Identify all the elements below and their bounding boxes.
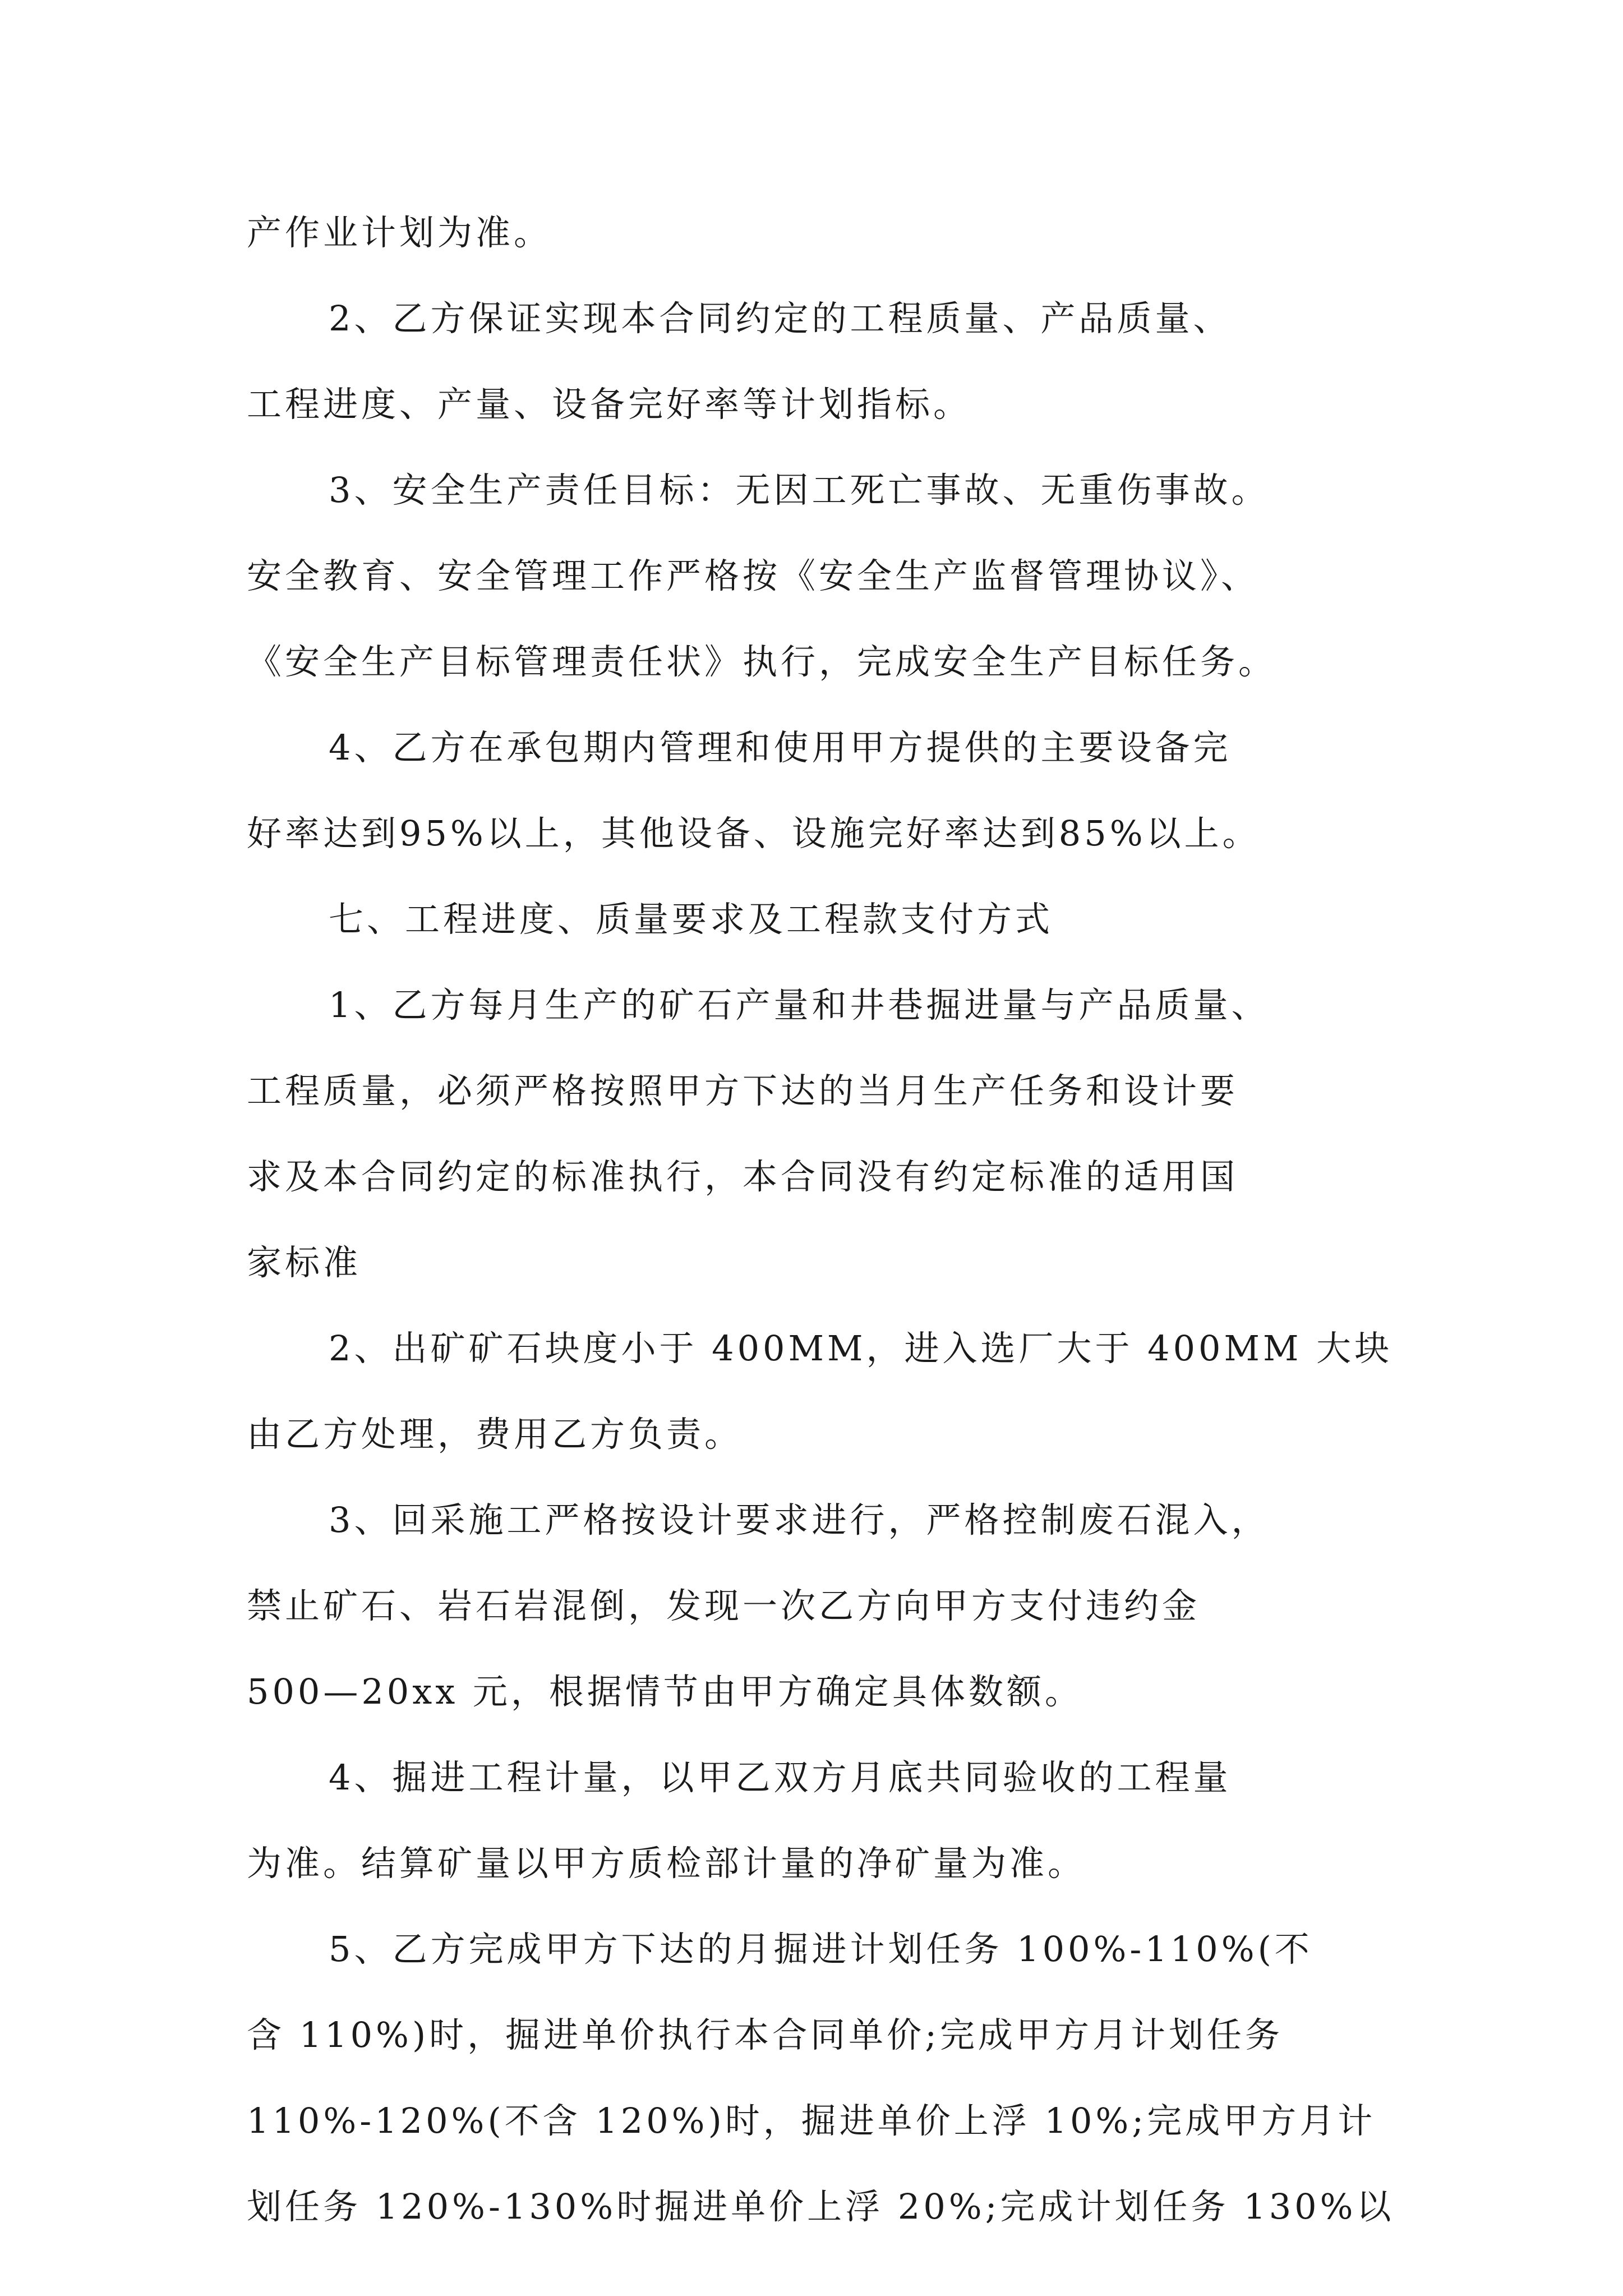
text-line-13: 家标准	[247, 1242, 362, 1283]
text-line-22: 含 110%)时，掘进单价执行本合同单价;完成甲方月计划任务	[247, 2014, 1284, 2055]
text-line-5: 安全教育、安全管理工作严格按《安全生产监督管理协议》、	[247, 555, 1260, 596]
text-line-3: 工程进度、产量、设备完好率等计划指标。	[247, 384, 972, 425]
text-line-16: 3、回采施工严格按设计要求进行，严格控制废石混入，	[329, 1499, 1270, 1540]
text-line-12: 求及本合同约定的标准执行，本合同没有约定标准的适用国	[247, 1156, 1239, 1197]
text-line-8: 好率达到95%以上，其他设备、设施完好率达到85%以上。	[247, 813, 1261, 854]
text-line-19: 4、掘进工程计量，以甲乙双方月底共同验收的工程量	[329, 1757, 1232, 1798]
text-line-7: 4、乙方在承包期内管理和使用甲方提供的主要设备完	[329, 727, 1232, 768]
text-line-10: 1、乙方每月生产的矿石产量和井巷掘进量与产品质量、	[329, 984, 1270, 1025]
text-line-20: 为准。结算矿量以甲方质检部计量的净矿量为准。	[247, 1843, 1086, 1884]
text-line-4: 3、安全生产责任目标：无因工死亡事故、无重伤事故。	[329, 470, 1270, 510]
text-line-15: 由乙方处理，费用乙方负责。	[247, 1414, 743, 1455]
section-heading-seven: 七、工程进度、质量要求及工程款支付方式	[329, 899, 1054, 940]
text-line-21: 5、乙方完成甲方下达的月掘进计划任务 100%-110%(不	[329, 1929, 1313, 1970]
text-line-24: 划任务 120%-130%时掘进单价上浮 20%;完成计划任务 130%以	[247, 2186, 1395, 2227]
text-line-17: 禁止矿石、岩石岩混倒，发现一次乙方向甲方支付违约金	[247, 1585, 1201, 1626]
text-line-1: 产作业计划为准。	[247, 212, 552, 253]
text-line-14: 2、出矿矿石块度小于 400MM，进入选厂大于 400MM 大块	[329, 1328, 1393, 1369]
text-line-6: 《安全生产目标管理责任状》执行，完成安全生产目标任务。	[247, 641, 1277, 682]
text-line-2: 2、乙方保证实现本合同约定的工程质量、产品质量、	[329, 298, 1232, 339]
text-line-18: 500—20xx 元，根据情节由甲方确定具体数额。	[247, 1671, 1083, 1712]
text-line-23: 110%-120%(不含 120%)时，掘进单价上浮 10%;完成甲方月计	[247, 2100, 1376, 2141]
text-line-11: 工程质量，必须严格按照甲方下达的当月生产任务和设计要	[247, 1070, 1239, 1111]
document-body	[247, 190, 1395, 2249]
